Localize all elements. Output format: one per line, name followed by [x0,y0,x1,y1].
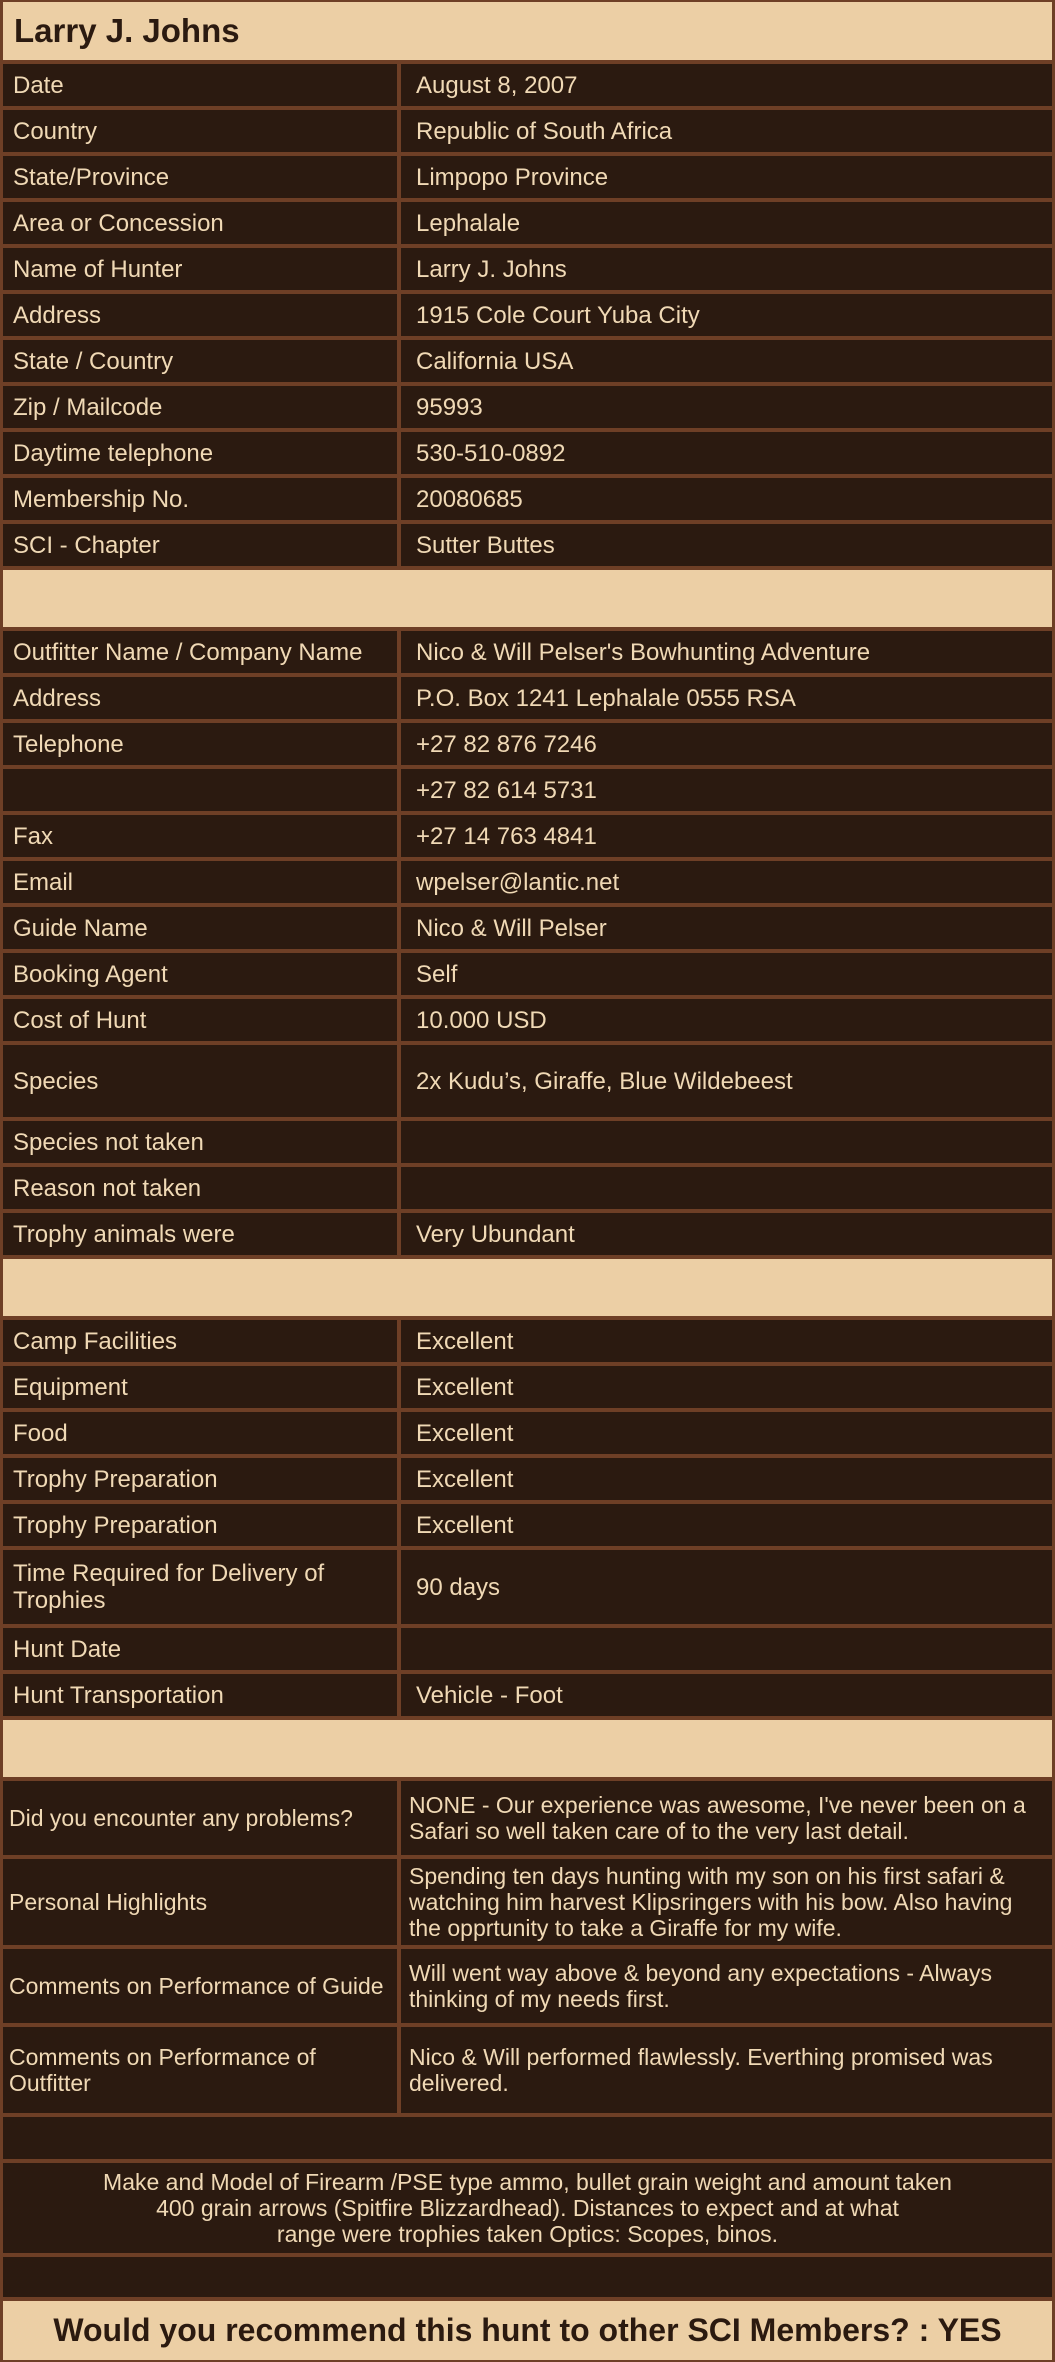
table-row [3,524,1052,566]
row-label: Country [3,110,397,152]
row-value: Self [401,953,1052,995]
row-value: Nico & Will Pelser's Bowhunting Adventure [401,631,1052,673]
row-value: Larry J. Johns [401,248,1052,290]
table-row [3,1859,1052,1945]
section-separator [3,1720,1052,1777]
row-value: Will went way above & beyond any expectations - Always thinking of my needs first. [401,1949,1052,2023]
row-value: 530-510-0892 [401,432,1052,474]
row-value: 90 days [401,1550,1052,1624]
row-label: SCI - Chapter [3,524,397,566]
row-value: P.O. Box 1241 Lephalale 0555 RSA [401,677,1052,719]
row-value: 95993 [401,386,1052,428]
row-value: wpelser@lantic.net [401,861,1052,903]
row-label: Zip / Mailcode [3,386,397,428]
outfitter-info-section [3,631,1052,1255]
table-row [3,769,1052,811]
table-row [3,1781,1052,1855]
table-row [3,1412,1052,1454]
row-value: Excellent [401,1412,1052,1454]
firearm-info [3,2163,1052,2253]
row-label: Comments on Performance of Guide [3,1949,397,2023]
row-value: Vehicle - Foot [401,1674,1052,1716]
firearm-line: Make and Model of Firearm /PSE type ammo, bullet grain weight and amount taken [103,2169,952,2195]
row-value: August 8, 2007 [401,64,1052,106]
hunter-title: Larry J. Johns [3,2,1052,60]
row-label: Address [3,294,397,336]
row-label: Trophy Preparation [3,1458,397,1500]
table-row [3,478,1052,520]
table-row [3,294,1052,336]
row-label [3,769,397,811]
row-value: Republic of South Africa [401,110,1052,152]
row-label: Date [3,64,397,106]
hunter-info-section [3,64,1052,566]
row-value: Spending ten days hunting with my son on his first safari & watching him harvest Klipsringers with his bow. Also having the opprtunity to take a Giraffe for my wife. [401,1859,1052,1945]
comments-section [3,1781,1052,2113]
table-row [3,1167,1052,1209]
spacer-row [3,2257,1052,2297]
row-value: +27 14 763 4841 [401,815,1052,857]
table-row [3,1504,1052,1546]
table-row [3,677,1052,719]
table-row [3,1045,1052,1117]
row-label: Booking Agent [3,953,397,995]
row-label: Cost of Hunt [3,999,397,1041]
table-row [3,999,1052,1041]
table-row [3,1628,1052,1670]
row-label: Species [3,1045,397,1117]
row-value: +27 82 876 7246 [401,723,1052,765]
table-row [3,1366,1052,1408]
row-label: Food [3,1412,397,1454]
row-label: Telephone [3,723,397,765]
table-row [3,1550,1052,1624]
row-value [401,1167,1052,1209]
row-value: Nico & Will performed flawlessly. Everthing promised was delivered. [401,2027,1052,2113]
row-label: Equipment [3,1366,397,1408]
row-label: Trophy Preparation [3,1504,397,1546]
row-label: Guide Name [3,907,397,949]
row-value [401,1628,1052,1670]
table-row [3,202,1052,244]
row-label: Hunt Date [3,1628,397,1670]
row-label: Time Required for Delivery of Trophies [3,1550,397,1624]
row-value: Limpopo Province [401,156,1052,198]
row-value: 20080685 [401,478,1052,520]
row-value: 2x Kudu’s, Giraffe, Blue Wildebeest [401,1045,1052,1117]
row-value: Sutter Buttes [401,524,1052,566]
table-row [3,110,1052,152]
row-label: Personal Highlights [3,1859,397,1945]
table-row [3,1458,1052,1500]
row-label: Trophy animals were [3,1213,397,1255]
row-label: Fax [3,815,397,857]
row-label: Email [3,861,397,903]
section-separator [3,1259,1052,1316]
row-value: Very Ubundant [401,1213,1052,1255]
row-label: Name of Hunter [3,248,397,290]
table-row [3,156,1052,198]
row-label: Outfitter Name / Company Name [3,631,397,673]
table-row [3,386,1052,428]
row-value: California USA [401,340,1052,382]
row-label: Did you encounter any problems? [3,1781,397,1855]
table-row [3,907,1052,949]
row-value: 10.000 USD [401,999,1052,1041]
row-value: Lephalale [401,202,1052,244]
row-label: Camp Facilities [3,1320,397,1362]
row-value: NONE - Our experience was awesome, I've never been on a Safari so well taken care of to the very last detail. [401,1781,1052,1855]
row-value: Excellent [401,1458,1052,1500]
table-row [3,432,1052,474]
row-label: Daytime telephone [3,432,397,474]
row-label: State/Province [3,156,397,198]
row-value: Nico & Will Pelser [401,907,1052,949]
table-row [3,1121,1052,1163]
table-row [3,1320,1052,1362]
row-value: 1915 Cole Court Yuba City [401,294,1052,336]
spacer-row [3,2117,1052,2159]
row-value: Excellent [401,1366,1052,1408]
table-row [3,1674,1052,1716]
table-row [3,723,1052,765]
table-row [3,815,1052,857]
recommendation-banner: Would you recommend this hunt to other SCI Members? : YES [3,2301,1052,2360]
hunt-ratings-section [3,1320,1052,1716]
table-row [3,1949,1052,2023]
table-row [3,2027,1052,2113]
table-row [3,631,1052,673]
row-label: Comments on Performance of Outfitter [3,2027,397,2113]
table-row [3,340,1052,382]
row-value: Excellent [401,1504,1052,1546]
row-label: Address [3,677,397,719]
table-row [3,953,1052,995]
row-label: Reason not taken [3,1167,397,1209]
table-row [3,1213,1052,1255]
table-row [3,64,1052,106]
firearm-line: 400 grain arrows (Spitfire Blizzardhead). Distances to expect and at what [156,2195,899,2221]
firearm-line: range were trophies taken Optics: Scopes, binos. [276,2221,779,2247]
row-value [401,1121,1052,1163]
row-label: State / Country [3,340,397,382]
section-separator [3,570,1052,627]
row-value: Excellent [401,1320,1052,1362]
table-row [3,248,1052,290]
table-row [3,861,1052,903]
row-label: Membership No. [3,478,397,520]
row-label: Area or Concession [3,202,397,244]
row-label: Species not taken [3,1121,397,1163]
row-value: +27 82 614 5731 [401,769,1052,811]
row-label: Hunt Transportation [3,1674,397,1716]
